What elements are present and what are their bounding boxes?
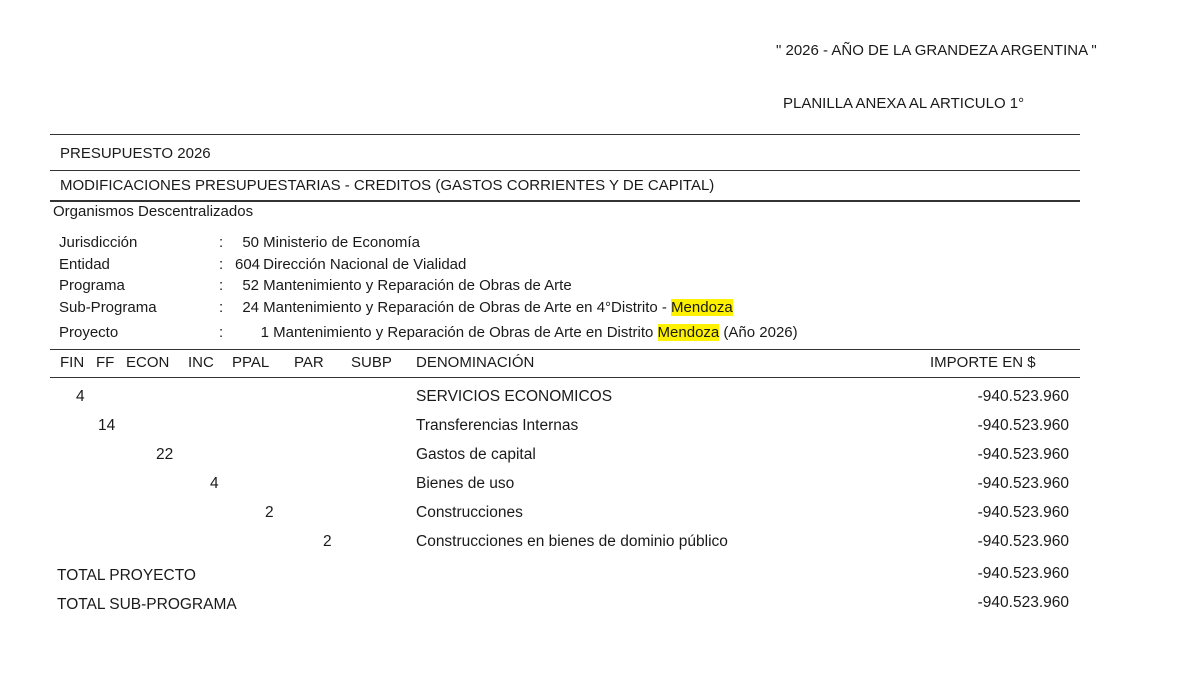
subprograma-name: Mantenimiento y Reparación de Obras de Arte en 4°Distrito -: [263, 299, 672, 316]
row-denominacion: Construcciones: [416, 504, 523, 521]
divider: [50, 349, 1080, 350]
document-slogan: " 2026 - AÑO DE LA GRANDEZA ARGENTINA ": [776, 42, 1097, 59]
subprograma-label: Sub-Programa: [59, 299, 157, 316]
col-header-importe: IMPORTE EN $: [930, 354, 1036, 371]
col-header-denominacion: DENOMINACIÓN: [416, 354, 535, 371]
divider: [50, 134, 1080, 135]
proyecto-code: 1: [260, 324, 269, 341]
entidad-label: Entidad: [59, 256, 110, 273]
programa-code: 52: [242, 277, 259, 294]
divider: [50, 170, 1080, 171]
col-header-econ: ECON: [126, 354, 170, 371]
colon: :: [219, 256, 224, 273]
colon: :: [219, 324, 224, 341]
proyecto-name: Mantenimiento y Reparación de Obras de Arte en Distrito: [273, 324, 658, 341]
row-importe: -940.523.960: [977, 533, 1069, 550]
col-header-subp: SUBP: [351, 354, 392, 371]
row-code-ppal: 2: [265, 504, 274, 521]
jurisdiccion-label: Jurisdicción: [59, 234, 138, 251]
col-header-fin: FIN: [60, 354, 85, 371]
colon: :: [219, 277, 224, 294]
divider: [50, 377, 1080, 378]
organismos-label: Organismos Descentralizados: [53, 203, 254, 220]
modifications-title: MODIFICACIONES PRESUPUESTARIAS - CREDITOS (GASTOS CORRIENTES Y DE CAPITAL): [60, 177, 715, 194]
col-header-inc: INC: [188, 354, 214, 371]
row-code-inc: 4: [210, 475, 219, 492]
total-proyecto-label: TOTAL PROYECTO: [57, 567, 196, 584]
total-subprograma-label: TOTAL SUB-PROGRAMA: [57, 596, 237, 613]
row-denominacion: Bienes de uso: [416, 475, 515, 492]
proyecto-row: [59, 324, 798, 341]
proyecto-name-suffix: (Año 2026): [719, 324, 798, 341]
jurisdiccion-name: Ministerio de Economía: [263, 234, 420, 251]
col-header-ppal: PPAL: [232, 354, 270, 371]
row-importe: -940.523.960: [977, 504, 1069, 521]
budget-title: PRESUPUESTO 2026: [60, 145, 211, 162]
row-code-fin: 4: [76, 388, 85, 405]
programa-label: Programa: [59, 277, 125, 294]
proyecto-label: Proyecto: [59, 324, 119, 341]
row-code-econ: 22: [156, 446, 174, 463]
row-denominacion: Transferencias Internas: [416, 417, 579, 434]
jurisdiccion-code: 50: [242, 234, 259, 251]
divider: [50, 200, 1080, 202]
entidad-code: 604: [235, 256, 261, 273]
col-header-ff: FF: [96, 354, 115, 371]
row-code-ff: 14: [98, 417, 116, 434]
row-importe: -940.523.960: [977, 417, 1069, 434]
highlighted-mendoza: Mendoza: [657, 324, 720, 341]
total-proyecto-importe: -940.523.960: [977, 565, 1069, 582]
row-denominacion: Construcciones en bienes de dominio público: [416, 533, 728, 550]
jurisdiccion-row: [59, 234, 420, 251]
programa-row: [59, 277, 572, 294]
colon: :: [219, 299, 224, 316]
programa-name: Mantenimiento y Reparación de Obras de Arte: [263, 277, 572, 294]
entidad-name: Dirección Nacional de Vialidad: [263, 256, 467, 273]
entidad-row: [59, 256, 466, 273]
row-importe: -940.523.960: [977, 388, 1069, 405]
row-denominacion: Gastos de capital: [416, 446, 536, 463]
highlighted-mendoza: Mendoza: [671, 299, 733, 316]
row-denominacion: SERVICIOS ECONOMICOS: [416, 388, 613, 405]
subprograma-code: 24: [242, 299, 259, 316]
row-importe: -940.523.960: [977, 475, 1069, 492]
row-code-par: 2: [323, 533, 332, 550]
colon: :: [219, 234, 224, 251]
row-importe: -940.523.960: [977, 446, 1069, 463]
col-header-par: PAR: [294, 354, 324, 371]
total-subprograma-importe: -940.523.960: [977, 594, 1069, 611]
annex-title: PLANILLA ANEXA AL ARTICULO 1°: [783, 95, 1025, 112]
subprograma-row: [59, 299, 733, 316]
